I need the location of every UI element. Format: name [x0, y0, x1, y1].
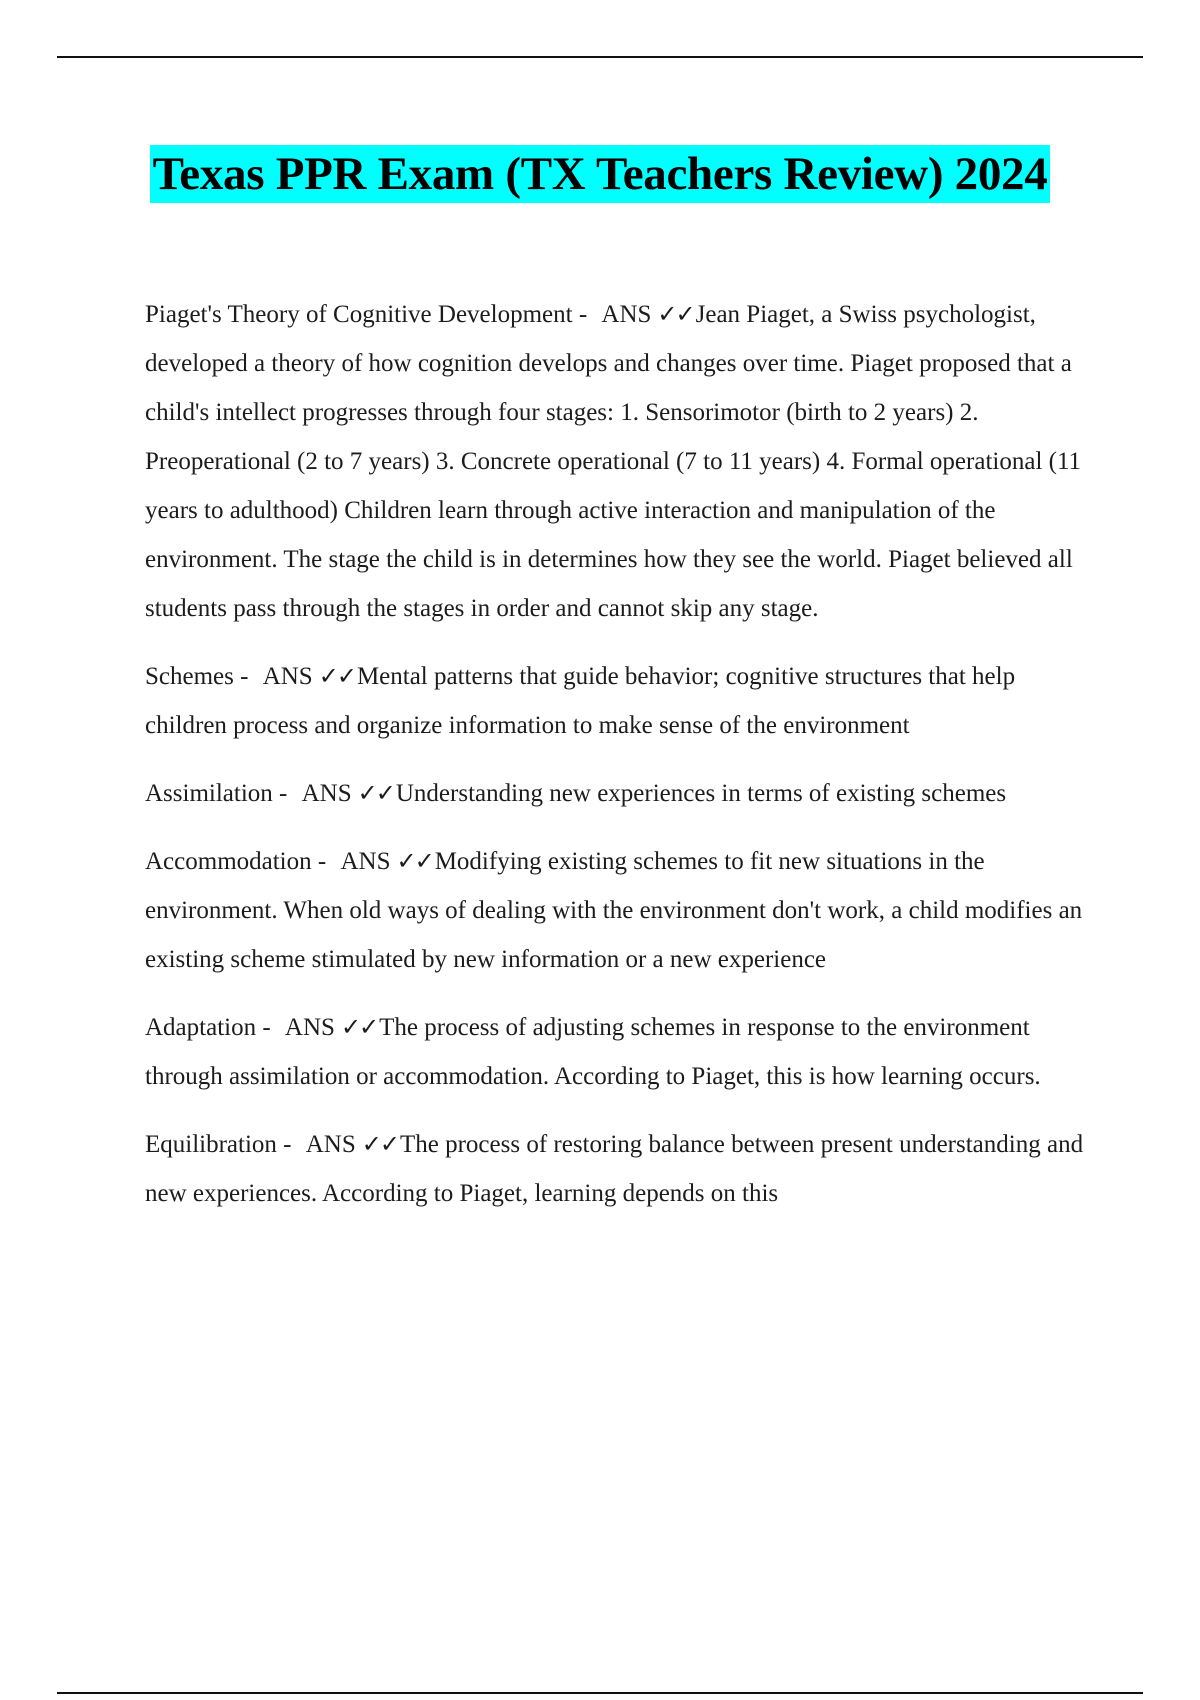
entry-definition: Understanding new experiences in terms of existing schemes: [395, 780, 1007, 807]
answer-marker: ANS: [305, 1131, 356, 1158]
answer-marker: ANS: [262, 663, 313, 690]
term-separator: -: [256, 1014, 277, 1041]
entry-term: Adaptation: [145, 1014, 257, 1041]
entry-definition: Modifying existing schemes to fit new situations in the environment. When old ways of dealing with the environment don't work, a child modifies an existing scheme stimulated by new information or a new experience: [145, 848, 1083, 973]
term-separator: -: [572, 301, 594, 328]
document-title: Texas PPR Exam (TX Teachers Review) 2024: [150, 145, 1051, 203]
entry-definition: Mental patterns that guide behavior; cognitive structures that help children process and organize information to make sense of the environment: [145, 663, 1016, 739]
entry-term: Schemes: [145, 663, 234, 690]
term-separator: -: [276, 1131, 298, 1158]
double-check-icon: ✓✓: [318, 662, 355, 690]
term-separator: -: [272, 780, 294, 807]
double-check-icon: ✓✓: [657, 300, 694, 328]
title-container: [0, 145, 1200, 203]
entry-term: Accommodation: [145, 848, 312, 875]
answer-marker: ANS: [284, 1014, 335, 1041]
double-check-icon: ✓✓: [361, 1130, 398, 1158]
entry-term: Assimilation: [145, 780, 273, 807]
top-divider: [57, 56, 1143, 58]
entry-piaget-theory: [145, 290, 1085, 633]
entry-definition: The process of restoring balance between present understanding and new experiences. According to Piaget, learning depends on this: [145, 1131, 1084, 1207]
entry-accommodation: [145, 837, 1085, 984]
entry-definition: Jean Piaget, a Swiss psychologist, developed a theory of how cognition develops and changes over time. Piaget proposed that a child's intellect progresses through four stages: 1. Sensorimotor (birth to 2 years) 2. Preoperational (2 to 7 years) 3. Concrete operational (7 to 11 years) 4. Formal operational (11 years to adulthood) Children learn through active interaction and manipulation of the environment. The stage the child is in determines how they see the world. Piaget believed all students pass through the stages in order and cannot skip any stage.: [145, 301, 1082, 622]
answer-marker: ANS: [340, 848, 391, 875]
document-body: [145, 290, 1085, 1237]
entry-term: Piaget's Theory of Cognitive Development: [145, 301, 573, 328]
term-separator: -: [311, 848, 333, 875]
answer-marker: ANS: [601, 301, 652, 328]
entry-adaptation: [145, 1003, 1085, 1101]
answer-marker: ANS: [301, 780, 352, 807]
bottom-divider: [57, 1692, 1143, 1694]
term-separator: -: [233, 663, 255, 690]
entry-equilibration: [145, 1120, 1085, 1218]
double-check-icon: ✓✓: [357, 779, 394, 807]
entry-definition: The process of adjusting schemes in response to the environment through assimilation or accommodation. According to Piaget, this is how learning occurs.: [145, 1014, 1041, 1090]
entry-term: Equilibration: [145, 1131, 277, 1158]
double-check-icon: ✓✓: [396, 847, 433, 875]
entry-schemes: [145, 652, 1085, 750]
double-check-icon: ✓✓: [340, 1013, 378, 1041]
entry-assimilation: [145, 769, 1085, 818]
